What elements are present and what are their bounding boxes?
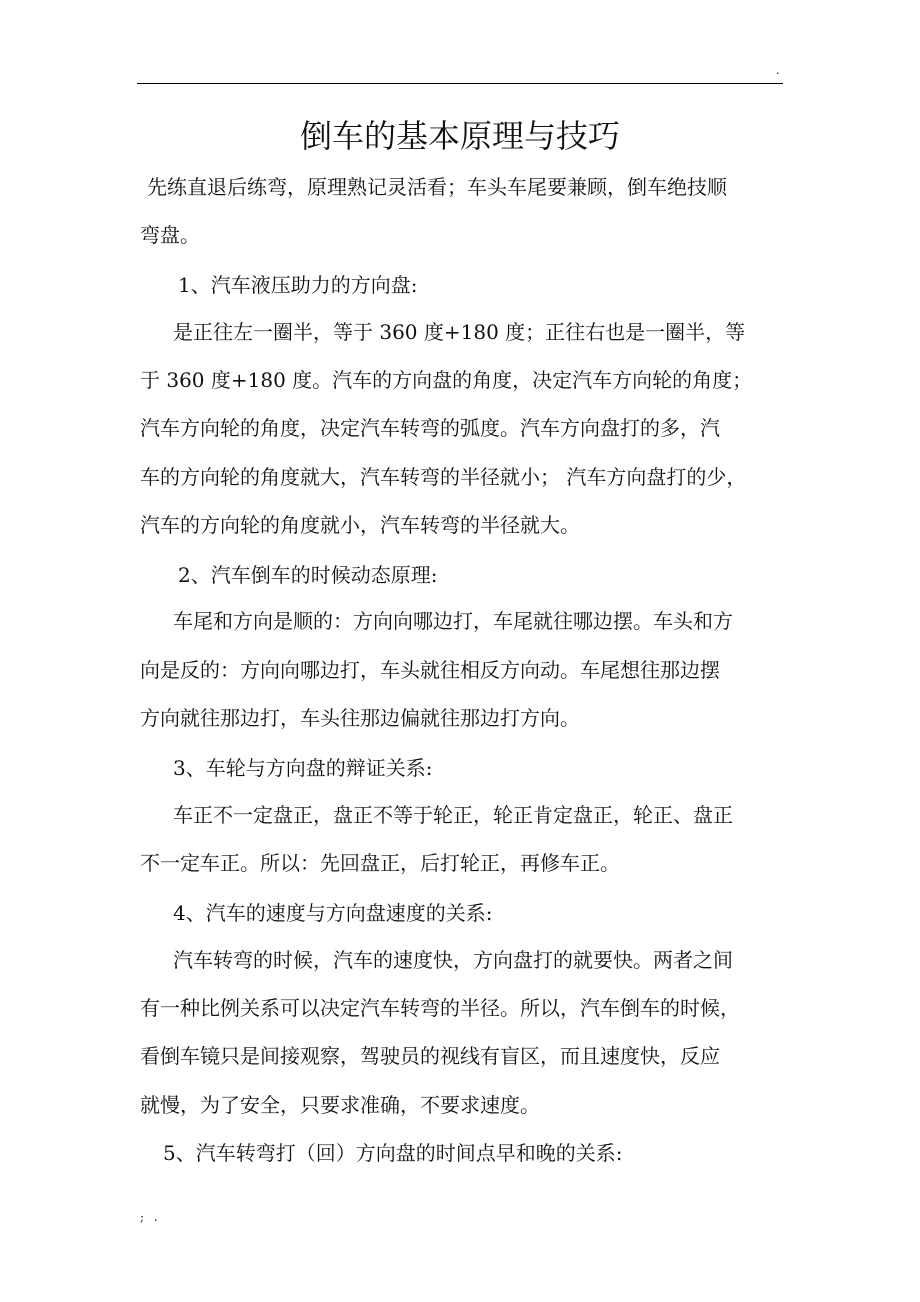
section-heading: 2、汽车倒车的时候动态原理: [178,563,438,587]
footer-mark: ; . [140,1210,161,1224]
body-line: 车尾和方向是顺的：方向向哪边打，车尾就往哪边摆。车头和方 [173,609,733,633]
body-line: 有一种比例关系可以决定汽车转弯的半径。所以，汽车倒车的时候， [140,996,740,1020]
body-line: 汽车方向轮的角度，决定汽车转弯的弧度。汽车方向盘打的多，汽 [140,416,720,440]
body-line: 汽车转弯的时候，汽车的速度快，方向盘打的就要快。两者之间 [173,948,733,972]
body-line: 是正往左一圈半，等于 360 度+180 度；正往右也是一圈半，等 [173,320,746,344]
intro-line: 弯盘。 [140,223,200,247]
section-heading: 5、汽车转弯打（回）方向盘的时间点早和晚的关系: [163,1141,623,1165]
section-heading: 1、汽车液压助力的方向盘: [178,273,418,297]
body-line: 向是反的：方向向哪边打，车头就往相反方向动。车尾想往那边摆 [140,658,720,682]
header-mark: . [776,64,780,77]
intro-line: 先练直退后练弯，原理熟记灵活看；车头车尾要兼顾，倒车绝技顺 [147,175,727,199]
body-line: 方向就往那边打，车头往那边偏就往那边打方向。 [140,706,580,730]
document-title: 倒车的基本原理与技巧 [299,117,620,155]
section-heading: 4、汽车的速度与方向盘速度的关系: [173,901,493,925]
body-line: 汽车的方向轮的角度就小，汽车转弯的半径就大。 [140,513,580,537]
body-line: 车的方向轮的角度就大，汽车转弯的半径就小； 汽车方向盘打的少， [140,465,747,489]
body-line: 不一定车正。所以：先回盘正，后打轮正，再修车正。 [140,851,620,875]
body-line: 车正不一定盘正，盘正不等于轮正，轮正肯定盘正，轮正、盘正 [173,803,733,827]
section-heading: 3、车轮与方向盘的辩证关系: [173,756,433,780]
body-line: 看倒车镜只是间接观察，驾驶员的视线有盲区，而且速度快，反应 [140,1044,720,1068]
body-line: 于 360 度+180 度。汽车的方向盘的角度，决定汽车方向轮的角度； [140,368,753,392]
header-rule [137,83,783,84]
body-line: 就慢，为了安全，只要求准确，不要求速度。 [140,1093,540,1117]
